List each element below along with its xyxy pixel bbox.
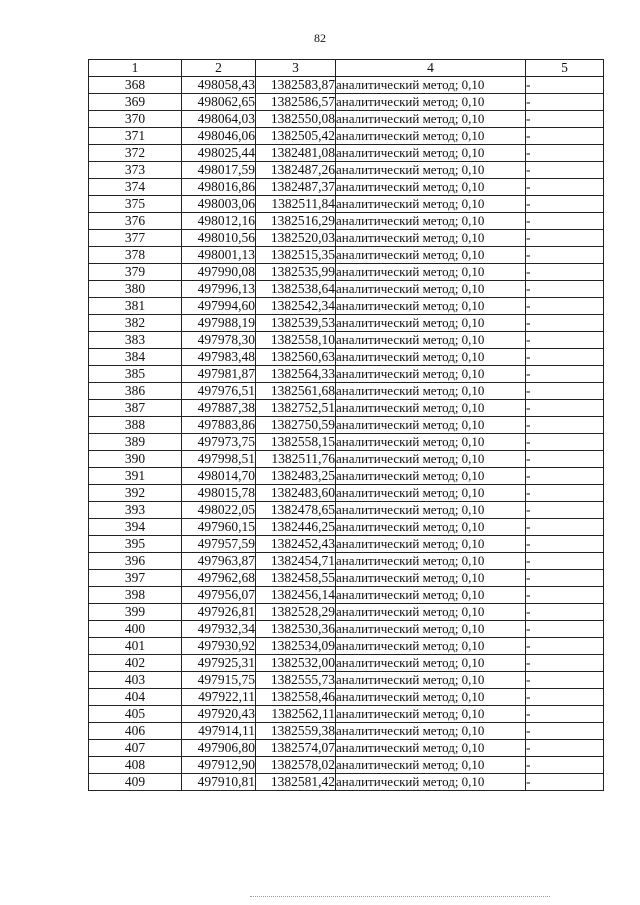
cell-x-coordinate: 497956,07 <box>182 587 256 604</box>
table-row <box>89 298 604 315</box>
cell-column-5: - <box>526 179 604 196</box>
cell-method-accuracy: аналитический метод; 0,10 <box>336 655 526 672</box>
cell-y-coordinate: 1382555,73 <box>256 672 336 689</box>
cell-point-number: 383 <box>89 332 182 349</box>
cell-x-coordinate: 497978,30 <box>182 332 256 349</box>
cell-column-5: - <box>526 332 604 349</box>
cell-column-5: - <box>526 383 604 400</box>
table-row <box>89 587 604 604</box>
cell-y-coordinate: 1382458,55 <box>256 570 336 587</box>
cell-column-5: - <box>526 400 604 417</box>
cell-column-5: - <box>526 434 604 451</box>
cell-y-coordinate: 1382562,11 <box>256 706 336 723</box>
cell-method-accuracy: аналитический метод; 0,10 <box>336 179 526 196</box>
cell-point-number: 384 <box>89 349 182 366</box>
cell-column-5: - <box>526 638 604 655</box>
table-row <box>89 434 604 451</box>
cell-y-coordinate: 1382542,34 <box>256 298 336 315</box>
cell-y-coordinate: 1382559,38 <box>256 723 336 740</box>
cell-x-coordinate: 497910,81 <box>182 774 256 791</box>
table-row <box>89 332 604 349</box>
cell-point-number: 373 <box>89 162 182 179</box>
cell-y-coordinate: 1382530,36 <box>256 621 336 638</box>
header-x-coordinate: 2 <box>182 60 256 77</box>
cell-point-number: 372 <box>89 145 182 162</box>
table-body <box>89 77 604 791</box>
cell-y-coordinate: 1382558,46 <box>256 689 336 706</box>
table-row <box>89 468 604 485</box>
cell-x-coordinate: 497922,11 <box>182 689 256 706</box>
cell-method-accuracy: аналитический метод; 0,10 <box>336 621 526 638</box>
cell-y-coordinate: 1382538,64 <box>256 281 336 298</box>
table-row <box>89 281 604 298</box>
cell-x-coordinate: 497988,19 <box>182 315 256 332</box>
cell-y-coordinate: 1382487,37 <box>256 179 336 196</box>
table-row <box>89 604 604 621</box>
cell-column-5: - <box>526 417 604 434</box>
table-row <box>89 366 604 383</box>
cell-x-coordinate: 497962,68 <box>182 570 256 587</box>
cell-point-number: 376 <box>89 213 182 230</box>
cell-method-accuracy: аналитический метод; 0,10 <box>336 689 526 706</box>
table-row <box>89 451 604 468</box>
cell-y-coordinate: 1382583,87 <box>256 77 336 94</box>
scan-artifact <box>250 896 550 899</box>
cell-method-accuracy: аналитический метод; 0,10 <box>336 77 526 94</box>
cell-method-accuracy: аналитический метод; 0,10 <box>336 434 526 451</box>
cell-column-5: - <box>526 485 604 502</box>
cell-column-5: - <box>526 77 604 94</box>
cell-x-coordinate: 497957,59 <box>182 536 256 553</box>
cell-column-5: - <box>526 162 604 179</box>
cell-point-number: 380 <box>89 281 182 298</box>
cell-column-5: - <box>526 196 604 213</box>
cell-x-coordinate: 497996,13 <box>182 281 256 298</box>
table-row <box>89 502 604 519</box>
table-row <box>89 400 604 417</box>
cell-column-5: - <box>526 723 604 740</box>
cell-x-coordinate: 498025,44 <box>182 145 256 162</box>
cell-method-accuracy: аналитический метод; 0,10 <box>336 196 526 213</box>
table-row <box>89 621 604 638</box>
cell-point-number: 398 <box>89 587 182 604</box>
cell-point-number: 406 <box>89 723 182 740</box>
cell-column-5: - <box>526 519 604 536</box>
cell-x-coordinate: 498017,59 <box>182 162 256 179</box>
cell-method-accuracy: аналитический метод; 0,10 <box>336 536 526 553</box>
cell-point-number: 392 <box>89 485 182 502</box>
cell-y-coordinate: 1382478,65 <box>256 502 336 519</box>
cell-column-5: - <box>526 213 604 230</box>
cell-column-5: - <box>526 111 604 128</box>
cell-y-coordinate: 1382520,03 <box>256 230 336 247</box>
table-row <box>89 774 604 791</box>
cell-x-coordinate: 498012,16 <box>182 213 256 230</box>
cell-column-5: - <box>526 451 604 468</box>
cell-y-coordinate: 1382515,35 <box>256 247 336 264</box>
cell-method-accuracy: аналитический метод; 0,10 <box>336 400 526 417</box>
cell-method-accuracy: аналитический метод; 0,10 <box>336 298 526 315</box>
cell-point-number: 375 <box>89 196 182 213</box>
cell-x-coordinate: 498015,78 <box>182 485 256 502</box>
cell-point-number: 403 <box>89 672 182 689</box>
header-method-accuracy: 4 <box>336 60 526 77</box>
cell-y-coordinate: 1382564,33 <box>256 366 336 383</box>
table-row <box>89 264 604 281</box>
cell-x-coordinate: 497981,87 <box>182 366 256 383</box>
cell-method-accuracy: аналитический метод; 0,10 <box>336 247 526 264</box>
cell-y-coordinate: 1382560,63 <box>256 349 336 366</box>
cell-point-number: 378 <box>89 247 182 264</box>
cell-x-coordinate: 497963,87 <box>182 553 256 570</box>
cell-y-coordinate: 1382446,25 <box>256 519 336 536</box>
cell-column-5: - <box>526 604 604 621</box>
table-row <box>89 349 604 366</box>
cell-x-coordinate: 497906,80 <box>182 740 256 757</box>
cell-column-5: - <box>526 672 604 689</box>
cell-method-accuracy: аналитический метод; 0,10 <box>336 519 526 536</box>
cell-x-coordinate: 498064,03 <box>182 111 256 128</box>
table-row <box>89 485 604 502</box>
cell-method-accuracy: аналитический метод; 0,10 <box>336 723 526 740</box>
cell-column-5: - <box>526 774 604 791</box>
cell-x-coordinate: 497915,75 <box>182 672 256 689</box>
cell-x-coordinate: 497925,31 <box>182 655 256 672</box>
cell-column-5: - <box>526 587 604 604</box>
cell-method-accuracy: аналитический метод; 0,10 <box>336 502 526 519</box>
cell-point-number: 404 <box>89 689 182 706</box>
cell-x-coordinate: 497973,75 <box>182 434 256 451</box>
table-row <box>89 706 604 723</box>
cell-x-coordinate: 497990,08 <box>182 264 256 281</box>
cell-y-coordinate: 1382752,51 <box>256 400 336 417</box>
cell-point-number: 397 <box>89 570 182 587</box>
cell-x-coordinate: 497994,60 <box>182 298 256 315</box>
cell-point-number: 379 <box>89 264 182 281</box>
cell-point-number: 409 <box>89 774 182 791</box>
table-row <box>89 383 604 400</box>
cell-method-accuracy: аналитический метод; 0,10 <box>336 213 526 230</box>
cell-method-accuracy: аналитический метод; 0,10 <box>336 366 526 383</box>
cell-column-5: - <box>526 536 604 553</box>
table-row <box>89 519 604 536</box>
cell-y-coordinate: 1382483,25 <box>256 468 336 485</box>
cell-y-coordinate: 1382483,60 <box>256 485 336 502</box>
cell-point-number: 389 <box>89 434 182 451</box>
cell-column-5: - <box>526 621 604 638</box>
cell-point-number: 402 <box>89 655 182 672</box>
cell-method-accuracy: аналитический метод; 0,10 <box>336 111 526 128</box>
cell-method-accuracy: аналитический метод; 0,10 <box>336 740 526 757</box>
table-row <box>89 536 604 553</box>
cell-point-number: 393 <box>89 502 182 519</box>
cell-y-coordinate: 1382528,29 <box>256 604 336 621</box>
cell-method-accuracy: аналитический метод; 0,10 <box>336 604 526 621</box>
cell-x-coordinate: 498003,06 <box>182 196 256 213</box>
table-row <box>89 553 604 570</box>
cell-y-coordinate: 1382539,53 <box>256 315 336 332</box>
cell-column-5: - <box>526 757 604 774</box>
table-row <box>89 196 604 213</box>
cell-y-coordinate: 1382578,02 <box>256 757 336 774</box>
table-row <box>89 111 604 128</box>
table-row <box>89 213 604 230</box>
cell-x-coordinate: 497883,86 <box>182 417 256 434</box>
table-row <box>89 315 604 332</box>
cell-method-accuracy: аналитический метод; 0,10 <box>336 94 526 111</box>
cell-method-accuracy: аналитический метод; 0,10 <box>336 774 526 791</box>
cell-column-5: - <box>526 94 604 111</box>
cell-method-accuracy: аналитический метод; 0,10 <box>336 417 526 434</box>
cell-column-5: - <box>526 502 604 519</box>
cell-x-coordinate: 497914,11 <box>182 723 256 740</box>
cell-y-coordinate: 1382574,07 <box>256 740 336 757</box>
cell-x-coordinate: 498014,70 <box>182 468 256 485</box>
cell-x-coordinate: 498062,65 <box>182 94 256 111</box>
cell-column-5: - <box>526 281 604 298</box>
page-number: 82 <box>314 31 326 45</box>
cell-x-coordinate: 498022,05 <box>182 502 256 519</box>
cell-y-coordinate: 1382558,10 <box>256 332 336 349</box>
header-point-number: 1 <box>89 60 182 77</box>
cell-x-coordinate: 497983,48 <box>182 349 256 366</box>
cell-method-accuracy: аналитический метод; 0,10 <box>336 672 526 689</box>
cell-method-accuracy: аналитический метод; 0,10 <box>336 587 526 604</box>
cell-point-number: 405 <box>89 706 182 723</box>
cell-point-number: 368 <box>89 77 182 94</box>
cell-point-number: 396 <box>89 553 182 570</box>
cell-y-coordinate: 1382516,29 <box>256 213 336 230</box>
cell-column-5: - <box>526 128 604 145</box>
table-row <box>89 655 604 672</box>
table-row <box>89 757 604 774</box>
cell-point-number: 377 <box>89 230 182 247</box>
cell-point-number: 374 <box>89 179 182 196</box>
cell-method-accuracy: аналитический метод; 0,10 <box>336 383 526 400</box>
cell-point-number: 381 <box>89 298 182 315</box>
table-row <box>89 94 604 111</box>
cell-y-coordinate: 1382452,43 <box>256 536 336 553</box>
table-row <box>89 179 604 196</box>
cell-y-coordinate: 1382511,76 <box>256 451 336 468</box>
cell-y-coordinate: 1382586,57 <box>256 94 336 111</box>
cell-x-coordinate: 497926,81 <box>182 604 256 621</box>
cell-point-number: 407 <box>89 740 182 757</box>
cell-column-5: - <box>526 706 604 723</box>
cell-x-coordinate: 498001,13 <box>182 247 256 264</box>
cell-y-coordinate: 1382532,00 <box>256 655 336 672</box>
table-header-row <box>89 60 604 77</box>
cell-x-coordinate: 498010,56 <box>182 230 256 247</box>
cell-y-coordinate: 1382535,99 <box>256 264 336 281</box>
cell-y-coordinate: 1382511,84 <box>256 196 336 213</box>
cell-point-number: 387 <box>89 400 182 417</box>
cell-column-5: - <box>526 298 604 315</box>
cell-y-coordinate: 1382454,71 <box>256 553 336 570</box>
cell-point-number: 370 <box>89 111 182 128</box>
cell-method-accuracy: аналитический метод; 0,10 <box>336 281 526 298</box>
cell-x-coordinate: 498058,43 <box>182 77 256 94</box>
cell-x-coordinate: 497960,15 <box>182 519 256 536</box>
cell-column-5: - <box>526 366 604 383</box>
cell-method-accuracy: аналитический метод; 0,10 <box>336 553 526 570</box>
cell-method-accuracy: аналитический метод; 0,10 <box>336 468 526 485</box>
cell-x-coordinate: 498046,06 <box>182 128 256 145</box>
cell-column-5: - <box>526 145 604 162</box>
table-row <box>89 230 604 247</box>
cell-x-coordinate: 497998,51 <box>182 451 256 468</box>
cell-method-accuracy: аналитический метод; 0,10 <box>336 264 526 281</box>
cell-y-coordinate: 1382561,68 <box>256 383 336 400</box>
cell-point-number: 369 <box>89 94 182 111</box>
cell-y-coordinate: 1382581,42 <box>256 774 336 791</box>
cell-x-coordinate: 497976,51 <box>182 383 256 400</box>
table-row <box>89 128 604 145</box>
cell-method-accuracy: аналитический метод; 0,10 <box>336 757 526 774</box>
cell-method-accuracy: аналитический метод; 0,10 <box>336 230 526 247</box>
table-row <box>89 723 604 740</box>
cell-x-coordinate: 497887,38 <box>182 400 256 417</box>
cell-point-number: 385 <box>89 366 182 383</box>
cell-method-accuracy: аналитический метод; 0,10 <box>336 145 526 162</box>
cell-point-number: 401 <box>89 638 182 655</box>
cell-method-accuracy: аналитический метод; 0,10 <box>336 638 526 655</box>
cell-method-accuracy: аналитический метод; 0,10 <box>336 315 526 332</box>
cell-method-accuracy: аналитический метод; 0,10 <box>336 706 526 723</box>
cell-column-5: - <box>526 230 604 247</box>
coordinates-table <box>88 59 604 791</box>
cell-y-coordinate: 1382487,26 <box>256 162 336 179</box>
cell-point-number: 390 <box>89 451 182 468</box>
cell-point-number: 391 <box>89 468 182 485</box>
cell-point-number: 382 <box>89 315 182 332</box>
cell-x-coordinate: 497930,92 <box>182 638 256 655</box>
cell-point-number: 394 <box>89 519 182 536</box>
cell-point-number: 388 <box>89 417 182 434</box>
table-row <box>89 162 604 179</box>
cell-method-accuracy: аналитический метод; 0,10 <box>336 162 526 179</box>
cell-y-coordinate: 1382550,08 <box>256 111 336 128</box>
cell-method-accuracy: аналитический метод; 0,10 <box>336 128 526 145</box>
cell-point-number: 400 <box>89 621 182 638</box>
cell-y-coordinate: 1382481,08 <box>256 145 336 162</box>
cell-method-accuracy: аналитический метод; 0,10 <box>336 349 526 366</box>
cell-column-5: - <box>526 247 604 264</box>
table-row <box>89 689 604 706</box>
cell-point-number: 386 <box>89 383 182 400</box>
cell-point-number: 408 <box>89 757 182 774</box>
cell-column-5: - <box>526 553 604 570</box>
cell-y-coordinate: 1382750,59 <box>256 417 336 434</box>
cell-column-5: - <box>526 740 604 757</box>
cell-point-number: 395 <box>89 536 182 553</box>
table-row <box>89 145 604 162</box>
cell-x-coordinate: 497912,90 <box>182 757 256 774</box>
cell-column-5: - <box>526 689 604 706</box>
header-y-coordinate: 3 <box>256 60 336 77</box>
cell-method-accuracy: аналитический метод; 0,10 <box>336 570 526 587</box>
cell-column-5: - <box>526 655 604 672</box>
table-row <box>89 740 604 757</box>
cell-column-5: - <box>526 264 604 281</box>
table-row <box>89 77 604 94</box>
header-column-5: 5 <box>526 60 604 77</box>
table-row <box>89 247 604 264</box>
table-row <box>89 638 604 655</box>
table-row <box>89 417 604 434</box>
cell-column-5: - <box>526 315 604 332</box>
cell-y-coordinate: 1382456,14 <box>256 587 336 604</box>
cell-method-accuracy: аналитический метод; 0,10 <box>336 451 526 468</box>
cell-column-5: - <box>526 349 604 366</box>
cell-y-coordinate: 1382505,42 <box>256 128 336 145</box>
cell-method-accuracy: аналитический метод; 0,10 <box>336 485 526 502</box>
cell-column-5: - <box>526 570 604 587</box>
table-row <box>89 672 604 689</box>
table-row <box>89 570 604 587</box>
cell-y-coordinate: 1382558,15 <box>256 434 336 451</box>
cell-x-coordinate: 497920,43 <box>182 706 256 723</box>
cell-y-coordinate: 1382534,09 <box>256 638 336 655</box>
cell-method-accuracy: аналитический метод; 0,10 <box>336 332 526 349</box>
cell-column-5: - <box>526 468 604 485</box>
cell-point-number: 371 <box>89 128 182 145</box>
cell-x-coordinate: 498016,86 <box>182 179 256 196</box>
cell-point-number: 399 <box>89 604 182 621</box>
cell-x-coordinate: 497932,34 <box>182 621 256 638</box>
